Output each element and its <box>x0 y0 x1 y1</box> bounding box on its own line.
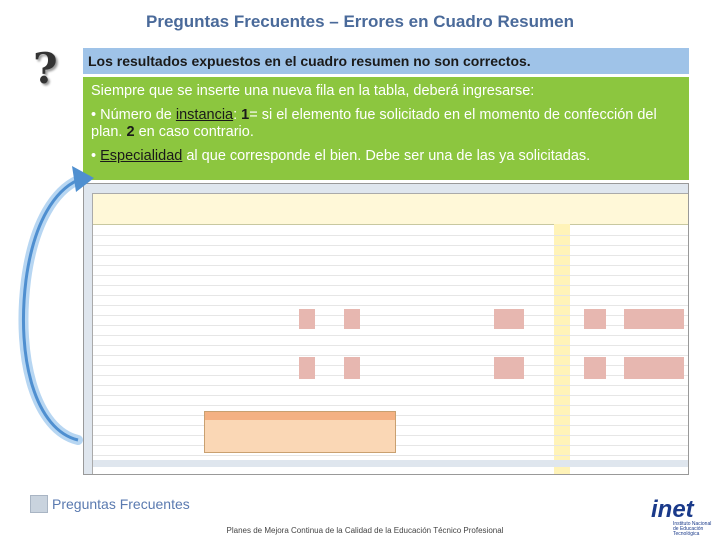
spreadsheet-red-cell <box>299 309 315 329</box>
problem-banner: Los resultados expuestos en el cuadro resumen no son correctos. <box>83 48 689 74</box>
spreadsheet-column-header <box>84 184 688 194</box>
intro-text: Siempre que se inserte una nueva fila en la tabla, deberá ingresarse: <box>91 83 535 99</box>
spreadsheet-table-header <box>93 194 688 225</box>
spreadsheet-screenshot <box>83 183 689 475</box>
bullet2-post: al que corresponde el bien. Debe ser una de las ya solicitadas. <box>182 148 591 164</box>
spreadsheet-red-cell <box>584 357 606 379</box>
footer-section-label <box>30 492 190 516</box>
instancia-keyword: instancia <box>175 107 234 123</box>
spreadsheet-red-cell <box>494 357 524 379</box>
footer-program-text: Planes de Mejora Continua de la Calidad de la Educación Técnico Profesional <box>226 526 504 535</box>
spreadsheet-red-cell <box>584 309 606 329</box>
bullet-especialidad <box>91 148 681 165</box>
bullet-instancia <box>91 107 681 141</box>
value-two: 2 <box>126 124 135 140</box>
bullet2-pre: • <box>91 148 101 164</box>
logo-subtitle: Instituto Nacional de Educación Tecnológica <box>673 521 712 537</box>
spreadsheet-footer-row <box>93 460 688 467</box>
spreadsheet-red-cell <box>344 309 360 329</box>
spreadsheet-red-cell <box>494 309 524 329</box>
bullet1-mid1: : <box>233 107 242 123</box>
footer-box-icon <box>30 495 48 513</box>
spreadsheet-red-cell <box>624 357 684 379</box>
inet-logo <box>651 496 712 537</box>
footer-left-text: Preguntas Frecuentes <box>52 496 190 512</box>
spreadsheet-summary-table <box>204 411 396 453</box>
spreadsheet-red-cell <box>624 309 684 329</box>
curved-arrow-icon <box>16 110 96 485</box>
spreadsheet-red-cell <box>344 357 360 379</box>
slide-title: Preguntas Frecuentes – Errores en Cuadro Resumen <box>146 12 574 31</box>
logo-name: inet <box>651 496 694 523</box>
bullet1-mid2: = si el elemento fue solicitado en el momento de confección del plan. <box>91 107 657 140</box>
question-mark-icon: ? <box>33 44 58 93</box>
instructions-box <box>83 77 689 180</box>
value-one: 1 <box>241 107 250 123</box>
bullet1-post: en caso contrario. <box>134 124 254 140</box>
bullet1-pre: • Número de <box>91 107 176 123</box>
especialidad-keyword: Especialidad <box>100 148 183 164</box>
spreadsheet-red-cell <box>299 357 315 379</box>
